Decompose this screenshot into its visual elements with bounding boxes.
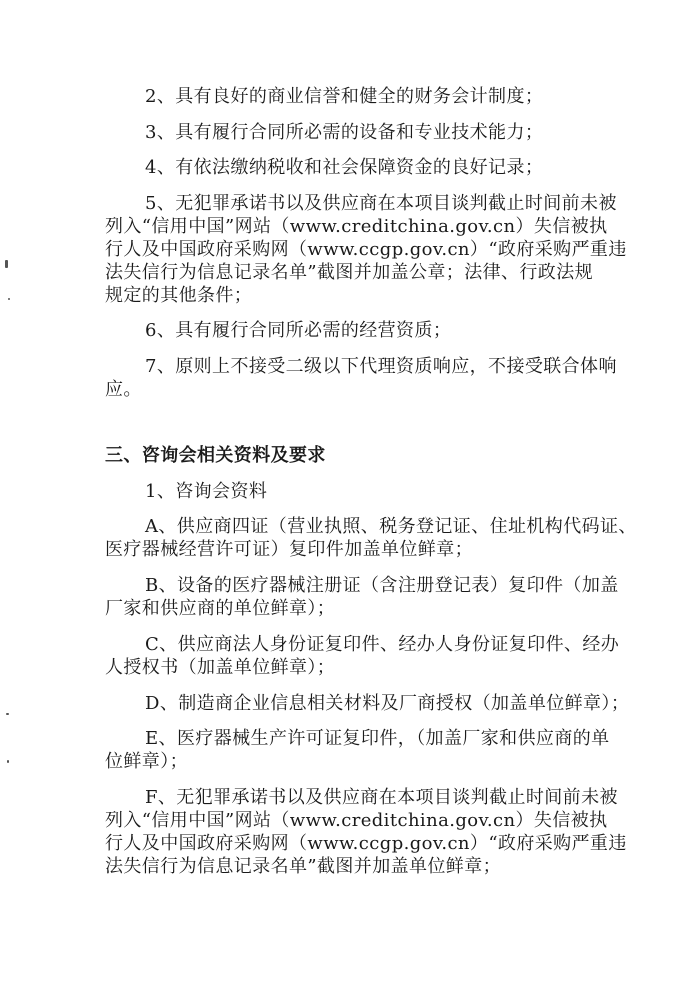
material-item-b-line-1: B、设备的医疗器械注册证（含注册登记表）复印件（加盖	[145, 575, 619, 596]
section-3-subheading: 1、咨询会资料	[145, 481, 268, 502]
qualification-item-2: 2、具有良好的商业信誉和健全的财务会计制度；	[145, 86, 544, 107]
scan-speck	[6, 713, 9, 715]
material-item-f-line-3: 行人及中国政府采购网（www.ccgp.gov.cn）“政府采购严重违	[105, 833, 627, 854]
qualification-item-5-line-4: 法失信行为信息记录名单”截图并加盖公章；法律、行政法规	[105, 262, 593, 283]
qualification-item-5-line-1: 5、无犯罪承诺书以及供应商在本项目谈判截止时间前未被	[145, 193, 617, 214]
material-item-f-line-4: 法失信行为信息记录名单”截图并加盖单位鲜章；	[105, 856, 501, 877]
qualification-item-5-line-5: 规定的其他条件；	[105, 285, 253, 306]
material-item-d: D、制造商企业信息相关材料及厂商授权（加盖单位鲜章）；	[145, 693, 630, 714]
qualification-item-6: 6、具有履行合同所必需的经营资质；	[145, 320, 452, 341]
section-3-heading: 三、咨询会相关资料及要求	[105, 445, 326, 466]
material-item-e-line-2: 位鲜章）；	[105, 751, 188, 772]
material-item-a-line-1: A、供应商四证（营业执照、税务登记证、住址机构代码证、	[145, 516, 637, 537]
material-item-c-line-2: 人授权书（加盖单位鲜章）；	[105, 657, 336, 678]
material-item-f-line-1: F、无犯罪承诺书以及供应商在本项目谈判截止时间前未被	[145, 787, 618, 808]
scan-speck	[8, 298, 10, 300]
material-item-f-line-2: 列入“信用中国”网站（www.creditchina.gov.cn）失信被执	[105, 810, 608, 831]
qualification-item-4: 4、有依法缴纳税收和社会保障资金的良好记录；	[145, 157, 544, 178]
scan-speck	[7, 760, 9, 763]
qualification-item-7-line-1: 7、原则上不接受二级以下代理资质响应，不接受联合体响	[145, 356, 617, 377]
qualification-item-3: 3、具有履行合同所必需的设备和专业技术能力；	[145, 122, 544, 143]
scan-speck	[5, 260, 8, 268]
material-item-c-line-1: C、供应商法人身份证复印件、经办人身份证复印件、经办	[145, 634, 620, 655]
material-item-a-line-2: 医疗器械经营许可证）复印件加盖单位鲜章；	[105, 539, 473, 560]
qualification-item-5-line-3: 行人及中国政府采购网（www.ccgp.gov.cn）“政府采购严重违	[105, 239, 627, 260]
material-item-e-line-1: E、医疗器械生产许可证复印件，（加盖厂家和供应商的单	[145, 728, 610, 749]
material-item-b-line-2: 厂家和供应商的单位鲜章）；	[105, 598, 336, 619]
qualification-item-5-line-2: 列入“信用中国”网站（www.creditchina.gov.cn）失信被执	[105, 216, 608, 237]
qualification-item-7-line-2: 应。	[105, 379, 142, 400]
